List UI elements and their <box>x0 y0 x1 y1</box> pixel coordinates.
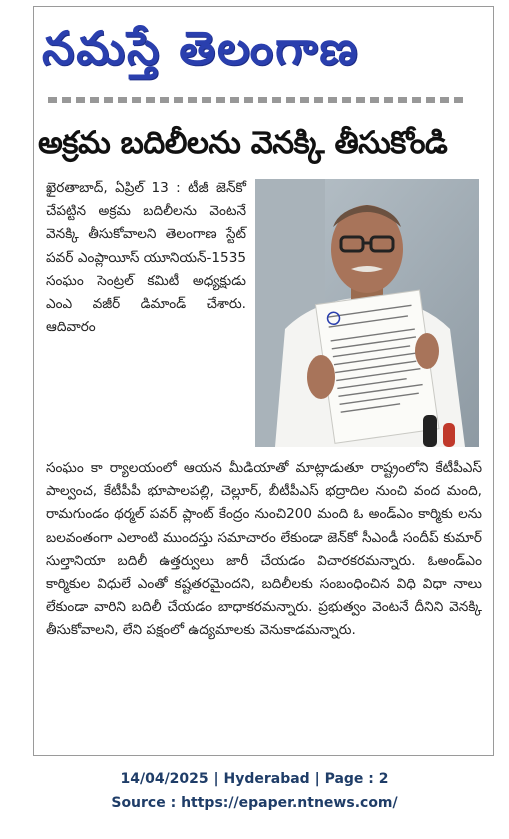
clipping-source-line: Source : https://epaper.ntnews.com/ <box>111 795 398 811</box>
article-photo <box>255 179 479 447</box>
newspaper-masthead: నమస్తే తెలంగాణ <box>42 21 360 75</box>
clipped-text-line <box>48 97 468 103</box>
article-headline: అక్రమ బదిలీలను వెనక్కి తీసుకోండి <box>38 125 448 161</box>
clipping-date-line: 14/04/2025 | Hyderabad | Page : 2 <box>120 771 389 787</box>
article-body-text: సంఘం కా ర్యాలయంలో ఆయన మీడియాతో మాట్లాడుతూ రాష్ట్రంలోని కేటీపీఎస్ పాల్వంచ, కేటీపీపీ భూపాలపల్లి, చెల్లూర్, బీటీపీఎస్ భద్రాదిల నుంచి వంద మంది, రామగుండం థర్మల్ పవర్ ప్లాంట్ కేంద్రం నుంచి200 మంది ఓ అండ్ఎం కార్మికు లను బలవంతంగా ఎలాంటి ముందస్తు సమాచారం లేకుండా జెన్‌కో సీఎండీ సందీప్ కుమార్ సుల్తానియా బదిలీ ఉత్తర్వులు జారీ చేయడం విచారకరమన్నారు. ఓఅండ్ఎం కార్మికుల విధులే ఎంతో కష్టతరమైందని, బదిలీలకు సంబంధించిన విధి విధా నాలు లేకుండా వారిని బదిలీ చేయడం బాధాకరమన్నారు. ప్రభుత్వం వెంటనే దీనిని వెనక్కి తీసుకోవాలని, లేని పక్షంలో ఉద్యమాలకు వెనుకాడమన్నారు. <box>46 460 482 639</box>
man-holding-letter-photo <box>255 179 479 447</box>
newspaper-clipping <box>33 6 494 756</box>
article-column-text: ఖైరతాబాద్, ఏప్రిల్ 13 : టీజీ జెన్‌కో చేపట్టిన అక్రమ బదిలీలను వెంటనే వెనక్కి తీసుకోవాలని తెలంగాణ స్టేట్ పవర్ ఎంప్లాయీస్ యూనియన్-1535 సంఘం సెంట్రల్ కమిటీ అధ్యక్షుడు ఎంఎ వజీర్ డిమాండ్ చేశారు. ఆదివారం <box>46 180 246 336</box>
